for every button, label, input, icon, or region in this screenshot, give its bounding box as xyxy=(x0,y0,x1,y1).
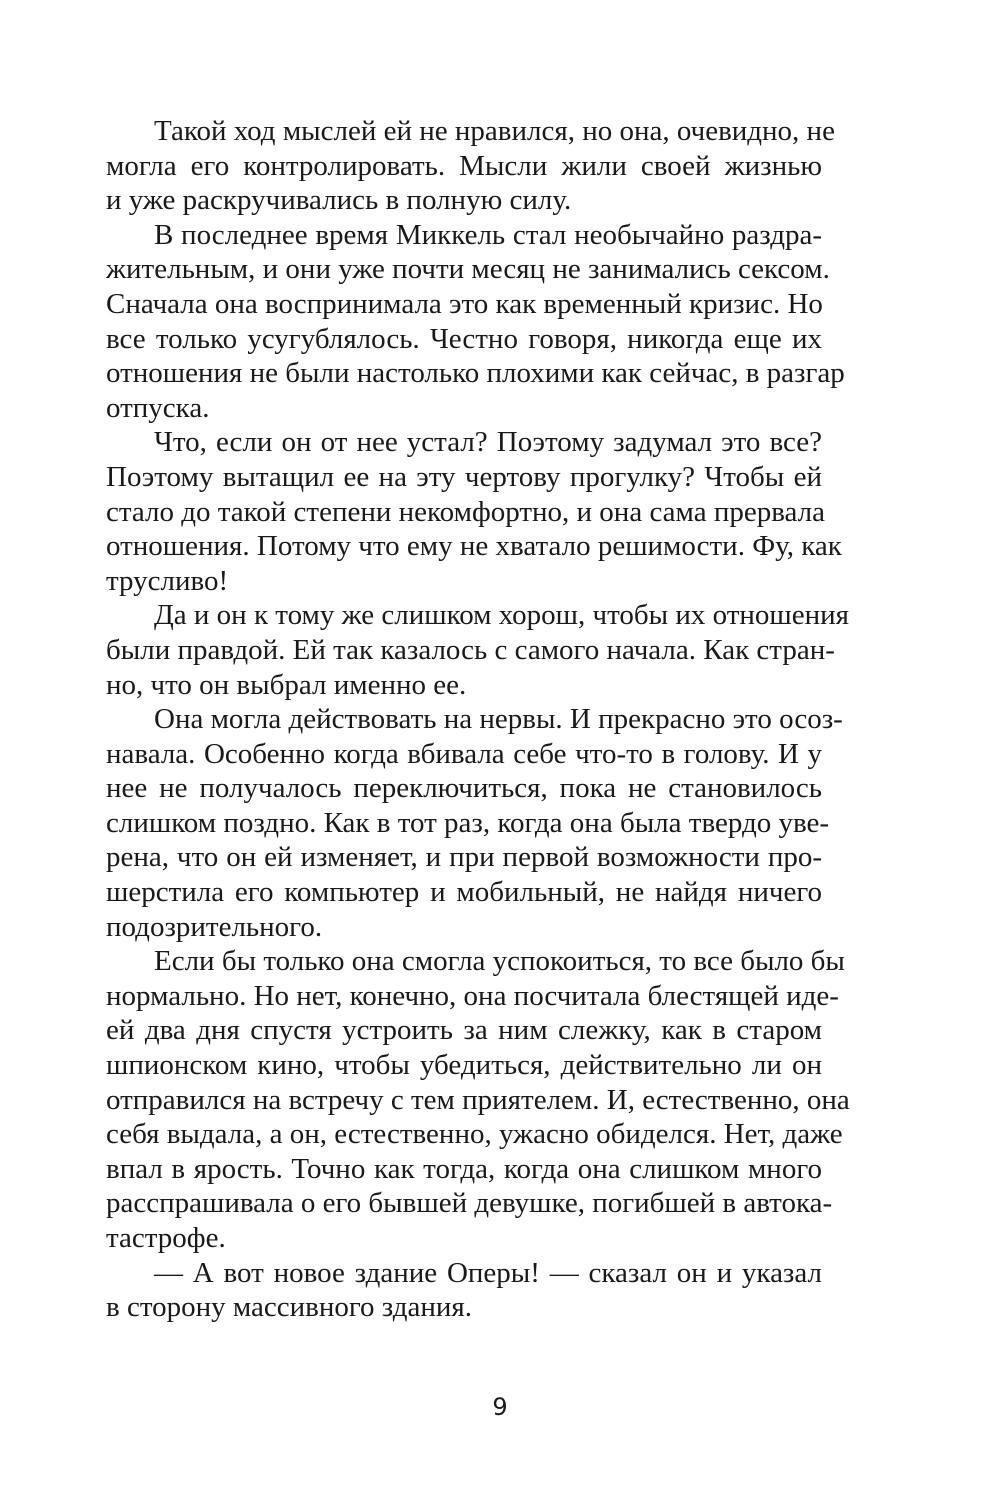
paragraph xyxy=(106,1256,822,1325)
text-line: отправился на встречу с тем приятелем. И, естественно, она xyxy=(106,1083,850,1116)
text-line: шпионском кино, чтобы убедиться, действительно ли он xyxy=(106,1049,822,1082)
text-line: все только усугублялось. Честно говоря, никогда еще их xyxy=(106,322,822,355)
text-line: расспрашивала о его бывшей девушке, погибшей в автока- xyxy=(106,1187,833,1220)
text-line: шерстила его компьютер и мобильный, не найдя ничего xyxy=(106,876,822,909)
text-line: жительным, и они уже почти месяц не занимались сексом. xyxy=(106,253,830,286)
text-line: были правдой. Ей так казалось с самого начала. Как стран- xyxy=(106,633,835,666)
text-line: стало до такой степени некомфортно, и она сама прервала xyxy=(106,495,825,528)
text-line: себя выдала, а он, естественно, ужасно обиделся. Нет, даже xyxy=(106,1118,843,1151)
text-line: рена, что он ей изменяет, и при первой возможности про- xyxy=(106,841,822,874)
text-line: В последнее время Миккель стал необычайно раздра- xyxy=(154,218,822,251)
text-line: могла его контролировать. Мысли жили своей жизнью xyxy=(106,149,822,182)
text-line: трусливо! xyxy=(106,564,229,597)
text-line: впал в ярость. Точно как тогда, когда она слишком много xyxy=(106,1152,822,1185)
text-line: нее не получалось переключиться, пока не становилось xyxy=(106,772,822,805)
text-line: Сначала она воспринимала это как временный кризис. Но xyxy=(106,287,823,320)
paragraph xyxy=(106,702,843,944)
text-line: Такой ход мыслей ей не нравился, но она, очевидно, не xyxy=(154,115,835,147)
paragraph xyxy=(106,944,850,1255)
text-line: отношения не были настолько плохими как сейчас, в разгар xyxy=(106,357,845,390)
text-line: но, что он выбрал именно ее. xyxy=(106,668,467,701)
paragraph xyxy=(106,218,845,426)
text-line: Если бы только она смогла успокоиться, то все было бы xyxy=(154,945,845,978)
text-line: слишком поздно. Как в тот раз, когда она была твердо уве- xyxy=(106,806,830,839)
text-line: отношения. Потому что ему не хватало решимости. Фу, как xyxy=(106,530,842,563)
text-line: — А вот новое здание Оперы! — сказал он и указал xyxy=(154,1256,822,1289)
text-line: Она могла действовать на нервы. И прекрасно это осоз- xyxy=(154,703,843,736)
text-line: нормально. Но нет, конечно, она посчитала блестящей иде- xyxy=(106,979,839,1012)
text-line: ей два дня спустя устроить за ним слежку, как в старом xyxy=(106,1014,822,1047)
text-line: Что, если он от нее устал? Поэтому задумал это все? xyxy=(154,426,822,459)
text-line: тастрофе. xyxy=(106,1222,226,1254)
text-line: в сторону массивного здания. xyxy=(106,1291,472,1324)
paragraph xyxy=(106,425,842,598)
paragraph xyxy=(106,598,850,702)
text-line: Да и он к тому же слишком хорош, чтобы их отношения xyxy=(154,599,850,632)
paragraph xyxy=(106,114,835,218)
page-number: 9 xyxy=(492,1393,508,1421)
page-body-text xyxy=(106,114,850,1325)
text-line: отпуска. xyxy=(106,391,210,424)
text-line: подозрительного. xyxy=(106,910,323,943)
text-line: Поэтому вытащил ее на эту чертову прогулку? Чтобы ей xyxy=(106,460,822,493)
text-line: и уже раскручивались в полную силу. xyxy=(106,184,572,217)
text-line: навала. Особенно когда вбивала себе что-то в голову. И у xyxy=(106,737,822,770)
